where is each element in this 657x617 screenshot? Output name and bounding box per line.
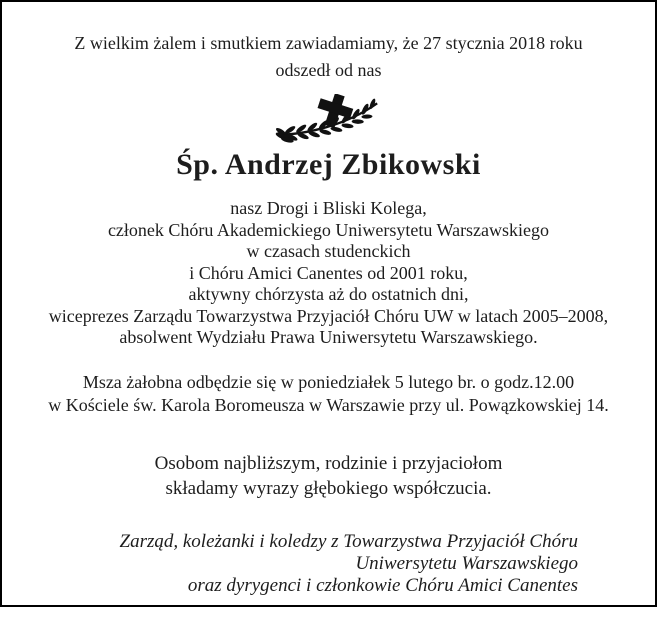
signature-line: Uniwersytetu Warszawskiego bbox=[355, 552, 578, 574]
signature-line: Zarząd, koleżanki i koledzy z Towarzystwa Przyjaciół Chóru bbox=[119, 530, 578, 552]
deceased-name: Śp. Andrzej Zbikowski bbox=[176, 148, 481, 181]
intro-line: Z wielkim żalem i smutkiem zawiadamiamy, że 27 stycznia 2018 roku bbox=[74, 33, 583, 53]
announcement-intro bbox=[0, 30, 657, 84]
condolence-line: składamy wyrazy głębokiego współczucia. bbox=[165, 477, 492, 499]
bio-line: absolwent Wydziału Prawa Uniwersytetu Warszawskiego. bbox=[119, 327, 538, 347]
condolence-line: Osobom najbliższym, rodzinie i przyjaciołom bbox=[154, 452, 503, 474]
bio-line: wiceprezes Zarządu Towarzystwa Przyjaciół Chóru UW w latach 2005–2008, bbox=[48, 305, 609, 326]
intro-line: odszedł od nas bbox=[275, 60, 382, 80]
condolence-message bbox=[0, 451, 657, 501]
biography-paragraph bbox=[0, 198, 657, 349]
cross-and-laurel-icon bbox=[0, 94, 657, 142]
signature-block bbox=[0, 531, 657, 597]
bio-line: i Chóru Amici Canentes od 2001 roku, bbox=[189, 262, 468, 283]
funeral-mass-info bbox=[0, 371, 657, 417]
bio-line: w czasach studenckich bbox=[246, 241, 411, 261]
mass-info-line: Msza żałobna odbędzie się w poniedziałek 5 lutego br. o godz.12.00 bbox=[82, 371, 575, 392]
bio-line: członek Chóru Akademickiego Uniwersytetu Warszawskiego bbox=[107, 219, 550, 240]
bio-line: nasz Drogi i Bliski Kolega, bbox=[230, 198, 427, 218]
mass-info-line: w Kościele św. Karola Boromeusza w Warszawie przy ul. Powązkowskiej 14. bbox=[48, 394, 609, 415]
signature-line: oraz dyrygenci i członkowie Chóru Amici Canentes bbox=[187, 574, 578, 596]
bio-line: aktywny chórzysta aż do ostatnich dni, bbox=[188, 284, 469, 304]
